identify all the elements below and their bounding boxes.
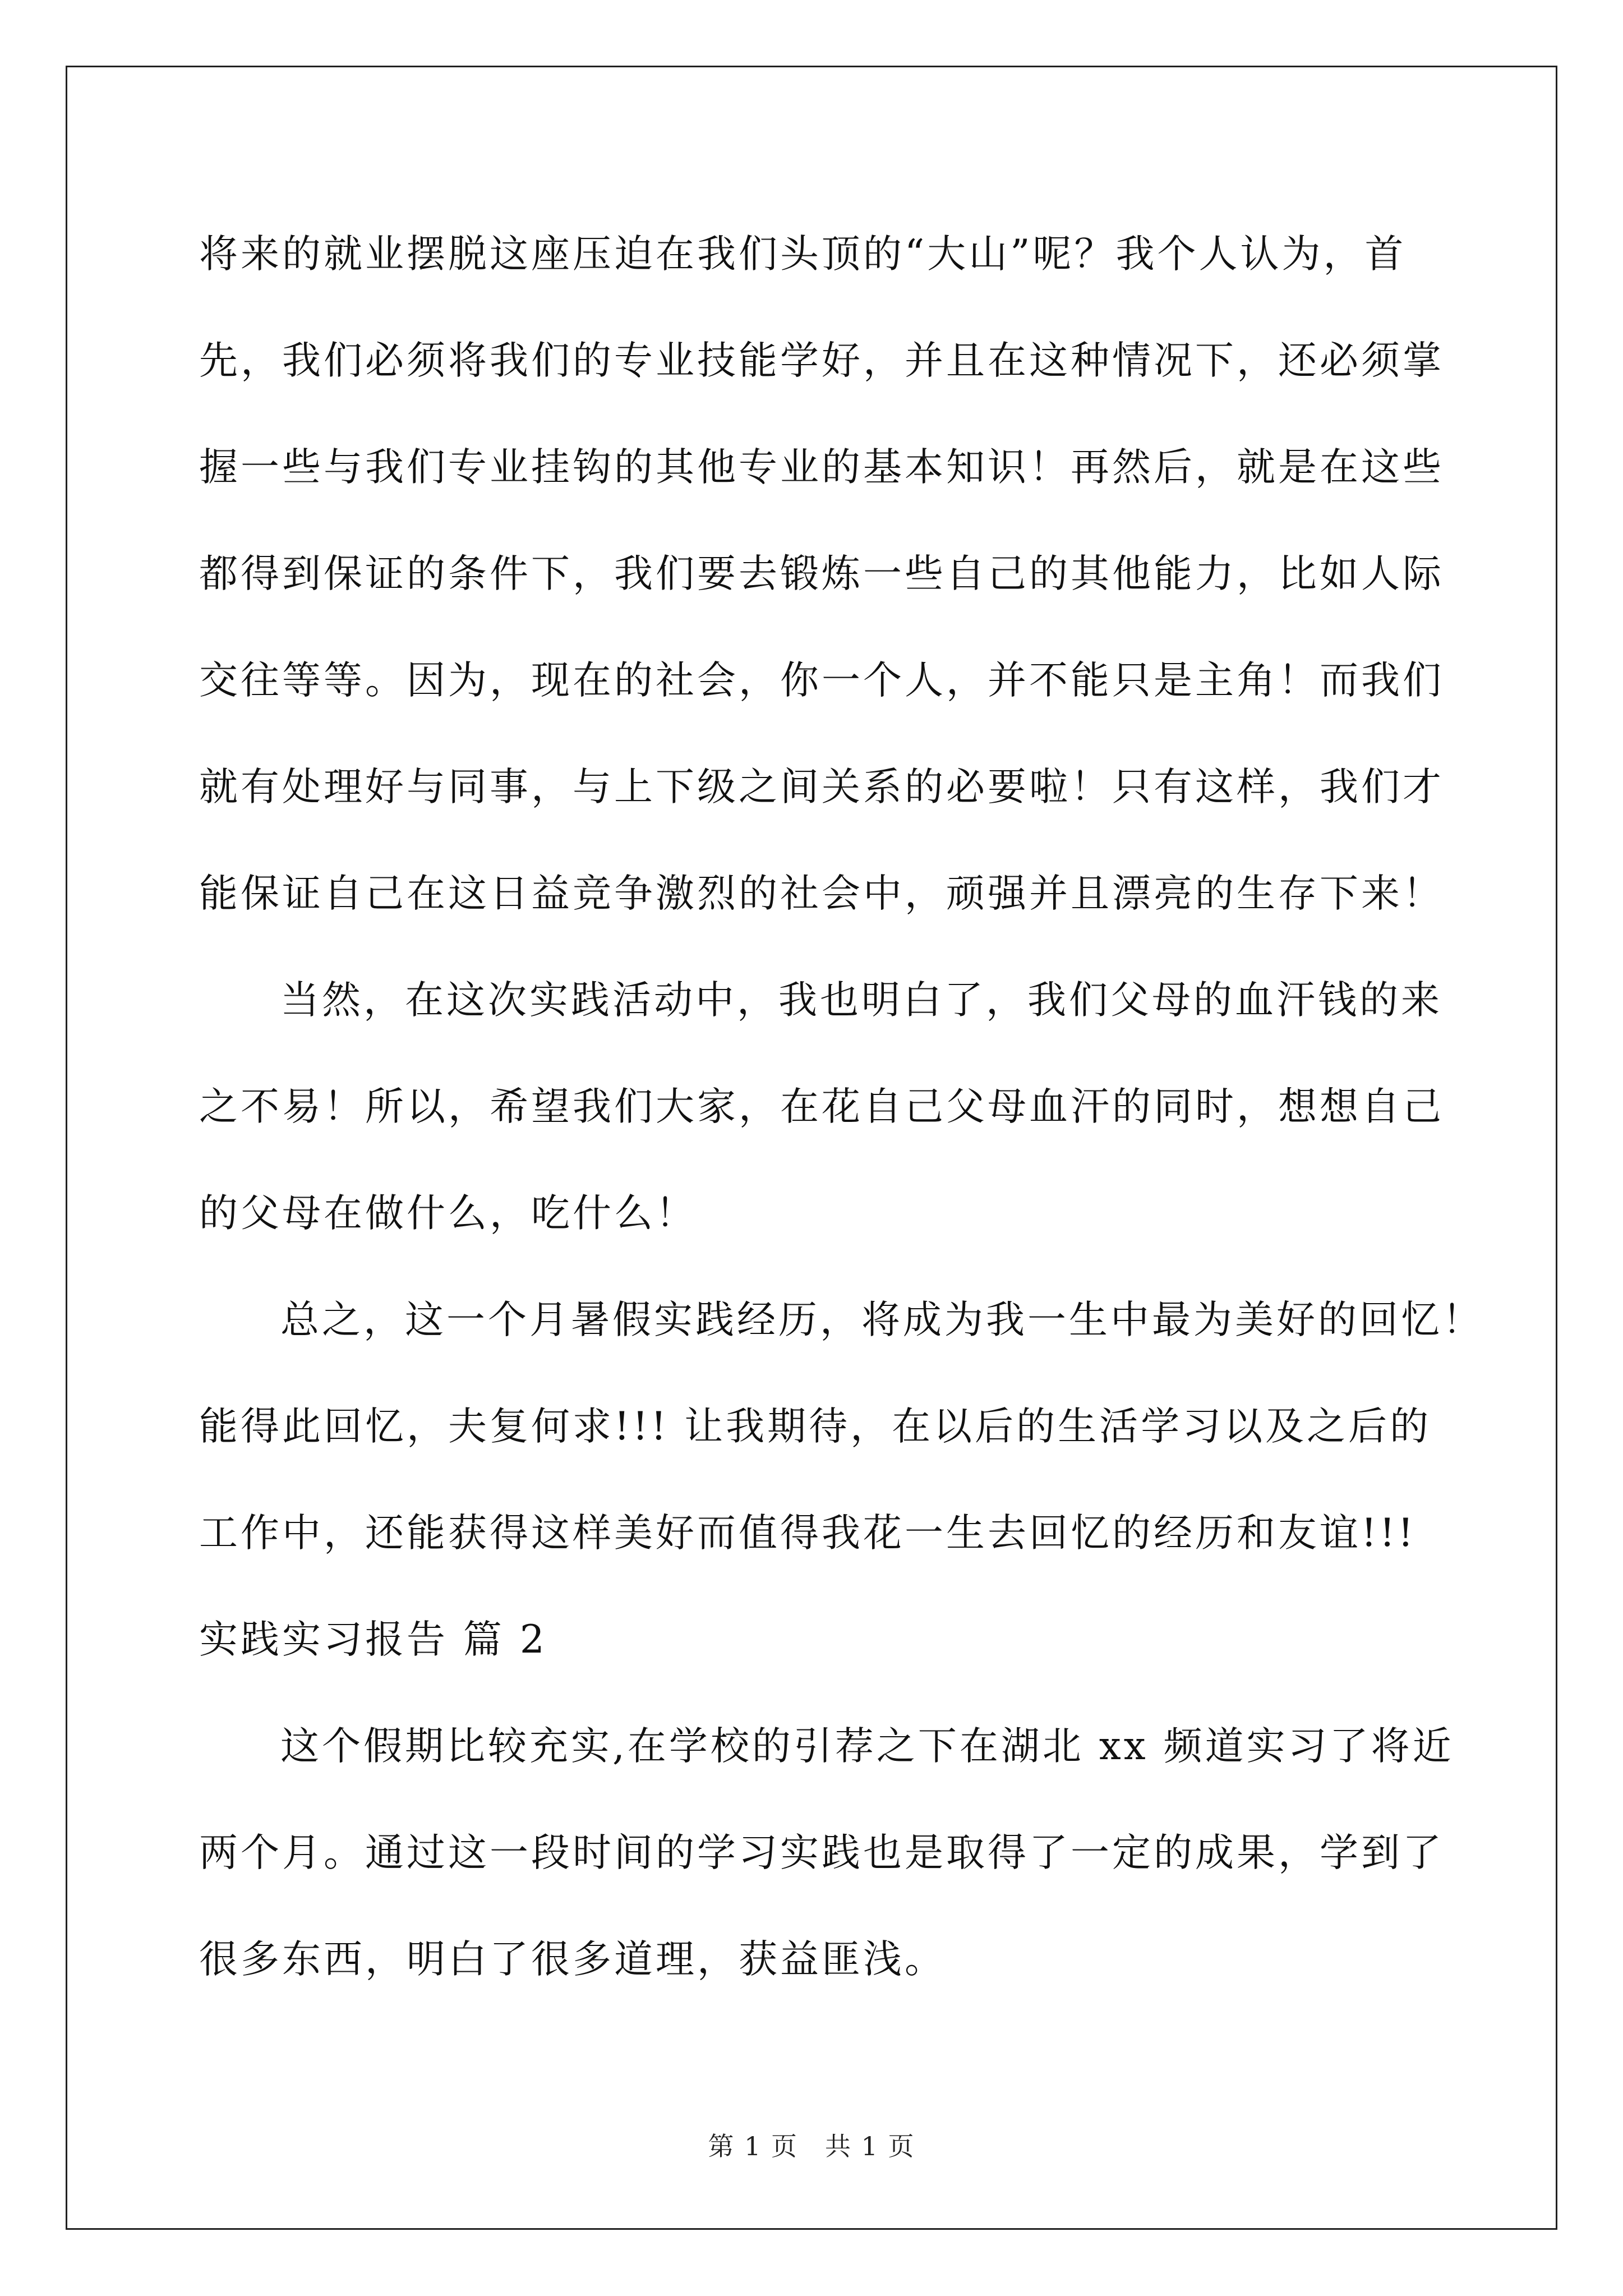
paragraph-line: 的父母在做什么，吃什么！	[199, 1191, 697, 1236]
paragraph-line: 能得此回忆，夫复何求!!! 让我期待，在以后的生活学习以及之后的	[199, 1404, 1432, 1449]
paragraph-line: 工作中，还能获得这样美好而值得我花一生去回忆的经历和友谊!!!	[199, 1511, 1417, 1556]
paragraph-line: 将来的就业摆脱这座压迫在我们头顶的“大山”呢？我个人认为，首	[199, 232, 1407, 277]
paragraph-line: 之不易！所以，希望我们大家，在花自己父母血汗的同时，想想自己	[199, 1084, 1444, 1129]
paragraph-line: 就有处理好与同事，与上下级之间关系的必要啦！只有这样，我们才	[199, 765, 1444, 809]
paragraph-line: 当然，在这次实践活动中，我也明白了，我们父母的血汗钱的来	[280, 978, 1442, 1023]
paragraph-line: 两个月。通过这一段时间的学习实践也是取得了一定的成果，学到了	[199, 1830, 1444, 1875]
paragraph-line: 先，我们必须将我们的专业技能学好，并且在这种情况下，还必须掌	[199, 338, 1444, 383]
paragraph-line: 交往等等。因为，现在的社会，你一个人，并不能只是主角！而我们	[199, 658, 1444, 703]
section-heading: 实践实习报告 篇 2	[199, 1617, 547, 1662]
paragraph-line: 这个假期比较充实,在学校的引荐之下在湖北 xx 频道实习了将近	[280, 1724, 1454, 1769]
paragraph-line: 握一些与我们专业挂钩的其他专业的基本知识！再然后，就是在这些	[199, 445, 1444, 490]
page-number-footer: 第 1 页 共 1 页	[708, 2131, 915, 2161]
paragraph-line: 能保证自己在这日益竞争激烈的社会中，顽强并且漂亮的生存下来！	[199, 871, 1444, 916]
paragraph-line: 很多东西，明白了很多道理，获益匪浅。	[199, 1937, 946, 1982]
paragraph-line: 总之，这一个月暑假实践经历，将成为我一生中最为美好的回忆！	[280, 1297, 1484, 1342]
paragraph-line: 都得到保证的条件下，我们要去锻炼一些自己的其他能力，比如人际	[199, 551, 1444, 596]
page-border	[66, 66, 1557, 2230]
